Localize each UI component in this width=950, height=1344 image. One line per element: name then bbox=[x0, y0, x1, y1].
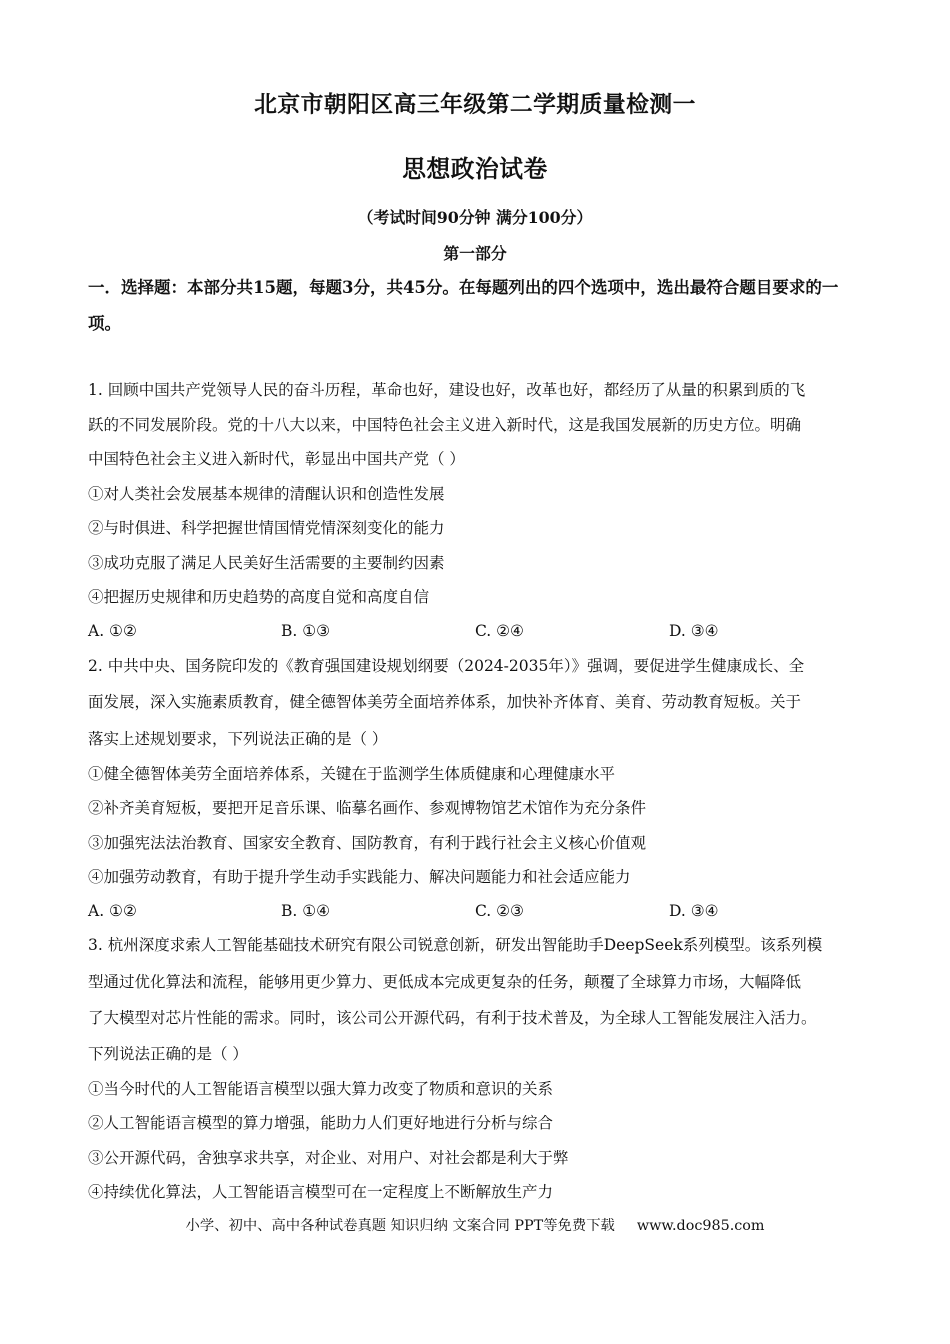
option-a: A. ①② bbox=[88, 902, 137, 920]
question-stem-line: 1. 回顾中国共产党领导人民的奋斗历程，革命也好，建设也好，改革也好，都经历了从量的积累到质的飞 bbox=[88, 381, 806, 399]
question-stem-line: 了大模型对芯片性能的需求。同时，该公司公开源代码，有利于技术普及，为全球人工智能发展注入活力。 bbox=[88, 1009, 817, 1027]
exam-info: （考试时间90分钟 满分100分） bbox=[357, 208, 593, 227]
statement-1: ①当今时代的人工智能语言模型以强大算力改变了物质和意识的关系 bbox=[88, 1080, 554, 1098]
exam-subject: 思想政治试卷 bbox=[402, 155, 548, 183]
section-heading: 一．选择题：本部分共15题，每题3分，共45分。在每题列出的四个选项中，选出最符合题目要求的一项。 bbox=[88, 278, 839, 333]
part-heading: 第一部分 bbox=[443, 244, 507, 263]
option-d: D. ③④ bbox=[669, 622, 719, 640]
footer-site-link[interactable]: www.doc985.com bbox=[636, 1218, 765, 1234]
statement-4: ④把握历史规律和历史趋势的高度自觉和高度自信 bbox=[88, 588, 430, 606]
statement-4: ④持续优化算法，人工智能语言模型可在一定程度上不断解放生产力 bbox=[88, 1183, 554, 1201]
question-stem-line: 2. 中共中央、国务院印发的《教育强国建设规划纲要（2024-2035年）》强调，要促进学生健康成长、全 bbox=[88, 657, 805, 675]
statement-1: ①对人类社会发展基本规律的清醒认识和创造性发展 bbox=[88, 485, 445, 503]
statement-3: ③公开源代码，舍独享求共享，对企业、对用户、对社会都是利大于弊 bbox=[88, 1149, 569, 1167]
option-c: C. ②③ bbox=[475, 902, 524, 920]
exam-title: 北京市朝阳区高三年级第二学期质量检测一 bbox=[254, 92, 696, 118]
option-b: B. ①④ bbox=[281, 902, 331, 920]
option-d: D. ③④ bbox=[669, 902, 719, 920]
option-b: B. ①③ bbox=[281, 622, 331, 640]
footer-text: 小学、初中、高中各种试卷真题 知识归纳 文案合同 PPT等免费下载 bbox=[185, 1218, 615, 1234]
statement-2: ②与时俱进、科学把握世情国情党情深刻变化的能力 bbox=[88, 519, 445, 537]
statement-3: ③成功克服了满足人民美好生活需要的主要制约因素 bbox=[88, 554, 445, 572]
question-stem-line: 落实上述规划要求，下列说法正确的是（ ） bbox=[88, 730, 388, 748]
statement-1: ①健全德智体美劳全面培养体系，关键在于监测学生体质健康和心理健康水平 bbox=[88, 765, 616, 783]
page-footer bbox=[0, 1214, 950, 1235]
question-stem-line: 跃的不同发展阶段。党的十八大以来，中国特色社会主义进入新时代，这是我国发展新的历史方位。明确 bbox=[88, 416, 802, 434]
statement-2: ②人工智能语言模型的算力增强，能助力人们更好地进行分析与综合 bbox=[88, 1114, 554, 1132]
question-stem-line: 面发展，深入实施素质教育，健全德智体美劳全面培养体系，加快补齐体育、美育、劳动教育短板。关于 bbox=[88, 693, 802, 711]
question-stem-line: 中国特色社会主义进入新时代，彰显出中国共产党（ ） bbox=[88, 450, 465, 468]
answer-options bbox=[88, 619, 868, 643]
statement-3: ③加强宪法法治教育、国家安全教育、国防教育，有利于践行社会主义核心价值观 bbox=[88, 834, 647, 852]
question-stem-line: 下列说法正确的是（ ） bbox=[88, 1045, 248, 1063]
answer-options bbox=[88, 899, 868, 923]
option-c: C. ②④ bbox=[475, 622, 524, 640]
option-a: A. ①② bbox=[88, 622, 137, 640]
statement-2: ②补齐美育短板，要把开足音乐课、临摹名画作、参观博物馆艺术馆作为充分条件 bbox=[88, 799, 647, 817]
question-stem-line: 型通过优化算法和流程，能够用更少算力、更低成本完成更复杂的任务，颠覆了全球算力市场，大幅降低 bbox=[88, 973, 802, 991]
question-stem-line: 3. 杭州深度求索人工智能基础技术研究有限公司锐意创新，研发出智能助手DeepSeek系列模型。该系列模 bbox=[88, 936, 823, 954]
statement-4: ④加强劳动教育，有助于提升学生动手实践能力、解决问题能力和社会适应能力 bbox=[88, 868, 631, 886]
